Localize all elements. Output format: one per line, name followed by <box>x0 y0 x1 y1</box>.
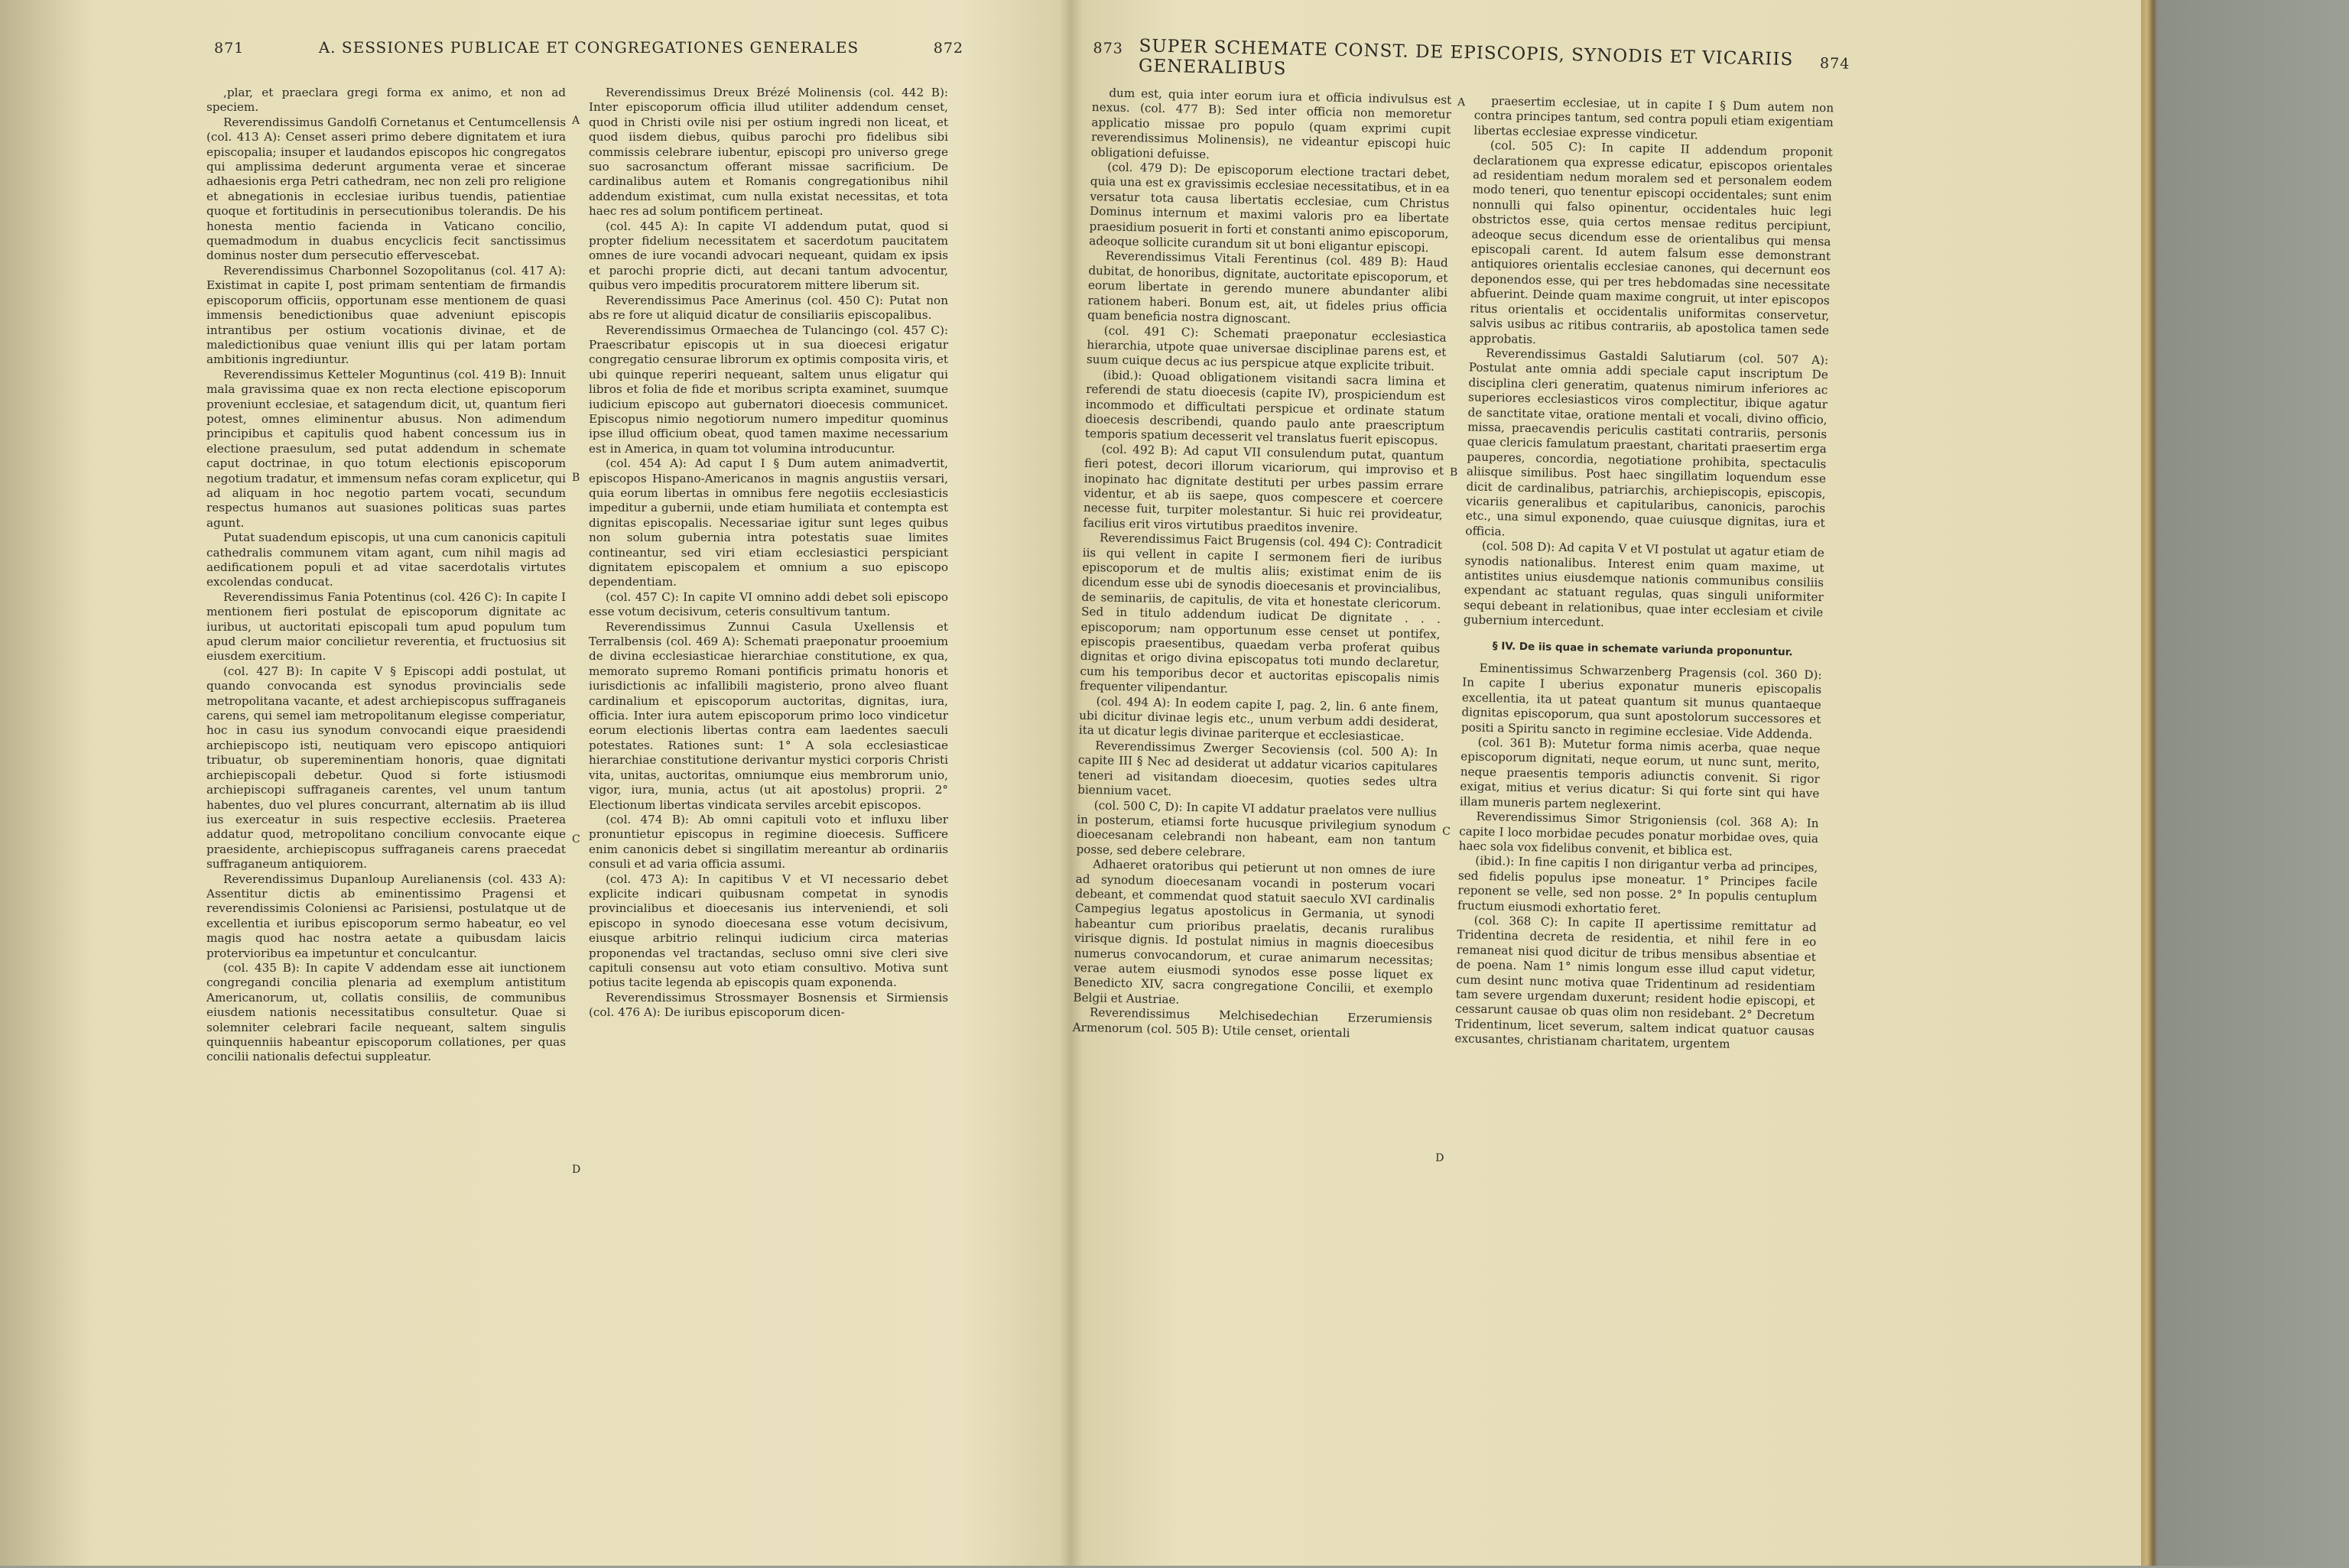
right-page-columns <box>1061 86 1857 1568</box>
paragraph: (ibid.): Quoad obligationem visitandi sacra limina et referendi de statu dioecesis (capite IV), prospiciendum est incommodo et difficultati perspicue et ordinate statum dioecesis describendi, quando paulo ante praescriptum temporis spatium decesserit vel translatus fuerit episcopus. <box>1085 368 1446 450</box>
section-heading: § IV. De iis quae in schemate variunda proponuntur. <box>1463 638 1822 661</box>
book-cover-edge <box>2141 0 2349 1566</box>
page-shadow <box>0 0 92 1566</box>
right-page <box>1061 31 1857 1568</box>
left-page-header <box>206 31 971 64</box>
paragraph: Reverendissimus Pace Amerinus (col. 450 C): Putat non abs re fore ut aliquid dicatur de consiliariis episcopalibus. <box>589 294 948 323</box>
paragraph: Eminentissimus Schwarzenberg Pragensis (col. 360 D): In capite I uberius exponatur muneris episcopalis excellentia, ita ut pateat quantum sit munus quantaeque dignitas episcoporum, qua sunt apostolorum successores et positi a Spiritu sancto in regimine ecclesiae. Vide Addenda. <box>1461 661 1822 742</box>
paragraph: Reverendissimus Gandolfi Cornetanus et Centumcellensis (col. 413 A): Censet asseri primo debere dignitatem et iura episcopalia; insuper et laudandos episcopos hic congregatos qui amplissima dederunt argumenta verae et sincerae adhaesionis erga Petri cathedram, nec non zeli pro religione et abnegationis in ecclesiae iuribus tuendis, patientiae quoque et fortitudinis in persecutionibus tolerandis. De his honesta mentio facienda in Vaticano concilio, quemadmodum in duabus encyclicis fecit sanctissimus dominus noster dum persecutio effervescebat. <box>206 115 566 264</box>
margin-letter-a: A <box>1457 96 1465 109</box>
margin-letter-b: B <box>572 472 580 484</box>
paragraph: (col. 474 B): Ab omni capituli voto et influxu liber pronuntietur episcopus in regimine dioecesis. Sufficere enim canonicis debet si singillatim mereantur ab ordinariis consuli et ad varia officia assumi. <box>589 813 948 872</box>
paragraph: (ibid.): In fine capitis I non dirigantur verba ad principes, sed fidelis populus ipse moneatur. 1° Principes facile reponent se velle, sed non posse. 2° In populis centuplum fructum eiusmodi exhortatio feret. <box>1457 854 1818 920</box>
paragraph: (col. 508 D): Ad capita V et VI postulat ut agatur etiam de synodis nationalibus. Interest enim quam maxime, ut antistites unius eiusdemque nationis communibus consiliis expendant ac statuant regulas, quas singuli uniformiter sequi debeant in relationibus, quae inter ecclesiam et civile gubernium intercedunt. <box>1464 539 1824 635</box>
paragraph: (col. 505 C): In capite II addendum proponit declarationem qua expresse edicatur, episcopos orientales ad residentiam nedum moralem sed et personalem eodem modo teneri, quo tenentur episcopi occidentales; sunt enim nonnulli qui falso opinentur, occidentales huic legi obstrictos esse, quia certos mensae reditus percipiunt, adeoque secus dicendum esse de orientalibus qui mensa episcopali carent. Id autem falsum esse demonstrant antiquiores orientalis ecclesiae canones, qui decernunt eos deponendos esse, qui per tres hebdomadas sine necessitate abfuerint. Deinde quam maxime congruit, ut inter episcopos ritus orientalis et occidentalis uniformitas conservetur, salvis usibus ac ritibus contrariis, ab apostolica tamen sede approbatis. <box>1469 138 1833 353</box>
left-page <box>206 31 971 1552</box>
paragraph: Reverendissimus Zwerger Secoviensis (col. 500 A): In capite III § Nec ad desiderat ut addatur vicarios capitulares teneri ad visitandam dioecesim, quoties sedes ultra biennium vacet. <box>1077 739 1438 805</box>
paragraph: (col. 500 C, D): In capite VI addatur praelatos vere nullius in posterum, etiamsi forte hucusque privilegium synodum dioecesanam celebrandi non habeant, eam non tantum posse, sed debere celebrare. <box>1076 797 1437 864</box>
paragraph: (col. 473 A): In capitibus V et VI necessario debet explicite indicari quibusnam competat in synodis provincialibus et dioecesanis ius interveniendi, et soli episcopo in synodo dioecesana esse votum decisivum, eiusque arbitrio relinqui iudicium circa materias proponendas vel tractandas, secluso omni sive cleri sive capituli consensu aut voto etiam consultivo. Motiva sunt potius tacite legenda ab episcopis quam exponenda. <box>589 872 948 991</box>
paragraph: Reverendissimus Melchisedechian Erzerumiensis Armenorum (col. 505 B): Utile censet, orientali <box>1072 1005 1432 1043</box>
paragraph: (col. 491 C): Schemati praeponatur ecclesiastica hierarchia, utpote quae universae disciplinae parens est, et suum cuique decus ac ius perspicue atque explicite tribuit. <box>1087 323 1447 375</box>
paragraph: Reverendissimus Faict Brugensis (col. 494 C): Contradicit iis qui vellent in capite I sermonem fieri de iuribus episcoporum et de multis aliis; existimat enim de iis dicendum esse ubi de synodis dioecesanis et provincialibus, de seminariis, de capitulis, de vita et honestate clericorum. Sed in titulo addendum iudicat De dignitate . . . episcoporum; nam opportunum esse censet ut pontifex, episcopis praesentibus, quaedam verba proferat quibus dignitas et origo divina episcopatus toti mundo declaretur, cum his temporibus decor et auctoritas episcopalis nimis frequenter vilipendantur. <box>1080 531 1442 701</box>
right-page-column-874 <box>1454 93 1834 1053</box>
margin-letter-c: C <box>1442 826 1451 838</box>
paragraph: Reverendissimus Ketteler Moguntinus (col. 419 B): Innuit mala gravissima quae ex non recta electione episcoporum proveniunt ecclesiae, et satagendum dicit, ut, quantum fieri potest, omnes eliminentur abusus. Non adimendum principibus et capitulis quod habent concessum ius in electione praesulum, sed putat addendum in schemate caput doctrinae, in quo totum electionis episcoporum negotium tradatur, et immensum nefas coram explicetur, qui ad aliquam in hoc negotio partem vocati, secundum respectus humanos aut suasiones politicas suas partes agunt. <box>206 368 566 531</box>
paragraph: Reverendissimus Dupanloup Aurelianensis (col. 433 A): Assentitur dictis ab eminentissimo Pragensi et reverendissimis Coloniensi ac Parisiensi, postulatque ut de excellentia et iuribus episcoporum sermo habeatur, eo vel magis quod hac nostra aetate a quibusdam laicis protervioribus ea impetuntur et conculcantur. <box>206 872 566 961</box>
paragraph: Adhaeret oratoribus qui petierunt ut non omnes de iure ad synodum dioecesanam vocandi in posterum vocari debeant, et commendat quod statuit saeculo XVI cardinalis Campegius legatus apostolicus in Germania, ut synodi habeantur cum prioribus praelatis, decanis ruralibus virisque dignis. Id postulat nimius in magnis dioecesibus numerus convocandorum, et curae animarum necessitas; verae autem eiusmodi synodos esse posse liquet ex Benedicto XIV, sacra congregatione Concilii, et exemplo Belgii et Austriae. <box>1073 857 1435 1013</box>
page-number-871: 871 <box>214 40 244 57</box>
left-page-column-872 <box>589 86 948 1021</box>
right-page-column-873 <box>1072 86 1451 1043</box>
paragraph: (col. 435 B): In capite V addendam esse ait iunctionem congregandi concilia plenaria ad exemplum antistitum Americanorum, ut, collatis consiliis, de communibus eiusdem nationis necessitatibus consultetur. Quae si solemniter celebrari facile nequeant, saltem singulis quinquenniis habeantur episcoporum collationes, per quas concilii nationalis defectui suppleatur. <box>206 961 566 1065</box>
paragraph: (col. 445 A): In capite VI addendum putat, quod si propter fidelium necessitatem et sacerdotum paucitatem omnes de iure vocandi advocari nequeant, quidam ex ipsis et parochi proprie dicti, aut decani tantum advocentur, quibus vero impeditis procuratorem mittere liberum sit. <box>589 219 948 294</box>
paragraph: Reverendissimus Ormaechea de Tulancingo (col. 457 C): Praescribatur episcopis ut in sua dioecesi erigatur congregatio censurae librorum ex optimis composita viris, et ubi quinque reperiri nequeant, saltem unus eligatur qui libros et folia de fide et moribus scripta examinet, suumque iudicium episcopo aut gubernatori dioecesis communicet. Episcopus nimio negotiorum numero impeditur quominus ipse illud officium obeat, quod tamen maxime necessarium est in America, in quam tot volumina introducuntur. <box>589 323 948 457</box>
page-number-872: 872 <box>934 40 963 57</box>
left-page-column-871 <box>206 86 566 1065</box>
page-number-874: 874 <box>1820 55 1850 73</box>
margin-letter-b: B <box>1450 466 1458 479</box>
paragraph: Reverendissimus Zunnui Casula Uxellensis et Terralbensis (col. 469 A): Schemati praeponatur prooemium de divina ecclesiasticae hierarchiae constitutione, ex qua, memorato supremo Romani pontificis primatu honoris et iurisdictionis ac infallibili magisterio, prono alveo fluant cardinalium et episcoporum auctoritas, dignitas, iura, officia. Inter iura autem episcoporum primo loco vindicetur eorum electionis libertas contra eam laedentes saeculi potestates. Rationes sunt: 1° A sola ecclesiasticae hierarchiae constitutione derivantur mystici corporis Christi vita, unitas, auctoritas, omniumque eius membrorum unio, vigor, iura, munia, actus (ut ait apostolus) proprii. 2° Electionum libertas vindicata serviles arcebit episcopos. <box>589 620 948 813</box>
right-page-header <box>1093 31 1858 80</box>
paragraph: Reverendissimus Strossmayer Bosnensis et Sirmiensis (col. 476 A): De iuribus episcoporum dicen- <box>589 991 948 1021</box>
paragraph: (col. 457 C): In capite VI omnino addi debet soli episcopo esse votum decisivum, ceteris consultivum tantum. <box>589 590 948 620</box>
paragraph: Putat suadendum episcopis, ut una cum canonicis capituli cathedralis communem vitam agant, cum nihil magis ad aedificationem populi et ad vitae sacerdotalis virtutes excolendas conducat. <box>206 531 566 590</box>
paragraph: (col. 479 D): De episcoporum electione tractari debet, quia una est ex gravissimis ecclesiae necessitatibus, et in ea versatur tota causa libertatis ecclesiae, cum Christus Dominus internum et maximi valoris pro ea libertate praesidium posuerit in forti et constanti animo episcoporum, adeoque sollicite curandum sit ut boni eligantur episcopi. <box>1089 160 1450 256</box>
margin-letter-c: C <box>572 833 580 846</box>
margin-letter-d: D <box>1435 1152 1444 1164</box>
paragraph: Reverendissimus Simor Strigoniensis (col. 368 A): In capite I loco morbidae pecudes ponatur morbidae oves, quia haec sola vox fidelibus convenit, et biblica est. <box>1459 809 1819 861</box>
left-page-columns <box>206 86 971 1552</box>
paragraph: Reverendissimus Gastaldi Salutiarum (col. 507 A): Postulat ante omnia addi speciale caput inscriptum De disciplina cleri generatim, quatenus nimirum inferiores ac superiores ecclesiasticos viros complectitur, ibique agatur de sanctitate vitae, oratione mentali et vocali, divino officio, missa, praecavendis periculis castitati contrariis, personis quae clericis famulatum praestant, charitati praesertim erga pauperes, concordia, negotiatione prohibita, spectaculis aliisque similibus. Post haec singillatim loquendum esse dicit de cardinalibus, patriarchis, archiepiscopis, episcopis, vicariis generalibus et capitularibus, canonicis, parochis etc., una simul exponendo, quae cuiusque dignitas, iura et officia. <box>1465 346 1828 546</box>
left-running-title: A. SESSIONES PUBLICAE ET CONGREGATIONES GENERALES <box>206 38 971 57</box>
paragraph: (col. 361 B): Mutetur forma nimis acerba, quae neque episcoporum dignitati, neque eorum, ut nunc sunt, merito, neque praesentis temporis adiunctis convenit. Si rigor exigat, mitius et verius dicatur: Si qui forte sint qui have illam muneris partem neglexerint. <box>1460 735 1821 816</box>
paragraph: praesertim ecclesiae, ut in capite I § Dum autem non contra principes tantum, sed contra populi etiam exigentiam libertas ecclesiae expresse vindicetur. <box>1473 93 1834 145</box>
paragraph: (col. 454 A): Ad caput I § Dum autem animadvertit, episcopos Hispano-Americanos in magnis angustiis versari, quia eorum libertas in omnibus fere negotiis ecclesiasticis impeditur a gubernii, unde etiam humiliata et contempta est dignitas episcopalis. Necessariae igitur sunt leges quibus non solum gubernia intra potestatis suae limites contineantur, sed viri etiam ecclesiastici perspiciant dignitatem episcopalem et omnium a suo episcopo dependentiam. <box>589 456 948 590</box>
paragraph: ,plar, et praeclara gregi forma ex animo, et non ad speciem. <box>206 86 566 115</box>
paragraph: (col. 427 B): In capite V § Episcopi addi postulat, ut quando convocanda est synodus provincialis sede metropolitana vacante, et adest archiepiscopus suffraganeis carens, qui semel iam metropolitanum elegisse comperiatur, hoc in casu ius synodum convocandi eique praesidendi archiepiscopo isti, neutiquam vero episcopo antiquiori tribuatur, ob supereminentiam honoris, quae dignitati archiepiscopali debetur. Quod si forte istiusmodi archiepiscopi suffraganeis carentes, vel unum tantum habentes, duo vel plures concurrant, alternatim ab iis illud ius exerceatur in suis respective ecclesiis. Praeterea addatur quod, metropolitano concilium convocante eique praesidente, archiepiscopus suffraganeis carens praecedat suffraganeum antiquiorem. <box>206 664 566 872</box>
paragraph: (col. 494 A): In eodem capite I, pag. 2, lin. 6 ante finem, ubi dicitur divinae legis etc., unum verbum addi desiderat, ita ut dicatur legis divinae pariterque et ecclesiasticae. <box>1079 693 1439 745</box>
paragraph: (col. 368 C): In capite II apertissime remittatur ad Tridentina decreta de residentia, et nihil fere in eo remaneat nisi quod dicitur de tribus mensibus absentiae et de poena. Nam 1° nimis longum esse illud caput videtur, cum desint nunc motiva quae Tridentinum ad residentiam tam severe urgendam duxerunt; resident hodie episcopi, et cessarunt causae ob quas olim non residebant. 2° Decretum Tridentinum, licet severum, saltem indicat quatuor causas excusantes, christianam charitatem, urgentem <box>1454 913 1817 1053</box>
margin-letter-d: D <box>572 1164 580 1176</box>
margin-letter-a: A <box>572 115 580 127</box>
paragraph: Reverendissimus Vitali Ferentinus (col. 489 B): Haud dubitat, de honoribus, dignitate, auctoritate episcoporum, et eorum libertate in gerendo munere abundanter alibi rationem haberi. Bonum est, ait, ut fideles prius officia quam beneficia nostra dignoscant. <box>1087 248 1448 330</box>
paragraph: Reverendissimus Charbonnel Sozopolitanus (col. 417 A): Existimat in capite I, post primam sententiam de firmandis episcoporum officiis, opportunam esse mentionem de quasi immensis benedictionibus quae adveniunt episcopis intrantibus per ostium vocationis divinae, et de maledictionibus quae veniunt illis qui per latam portam ambitionis ingrediuntur. <box>206 264 566 368</box>
paragraph: dum est, quia inter eorum iura et officia indivulsus est nexus. (col. 477 B): Sed inter officia non memoretur applicatio missae pro populo (quam exprimi cupit reverendissimus Molinensis), ne videantur episcopi huic obligationi defuisse. <box>1090 86 1451 167</box>
right-running-title: SUPER SCHEMATE CONST. DE EPISCOPIS, SYNODIS ET VICARIIS GENERALIBUS <box>1139 36 1858 91</box>
paragraph: (col. 492 B): Ad caput VII consulendum putat, quantum fieri potest, decori illorum vicariorum, qui improviso et inopinato hac dignitate destituti per urbes passim errare videntur, et ab iis saepe, quos compescere et coercere necesse fuit, turpiter molestantur. Si huic rei provideatur, facilius erit viros virtutibus praeditos invenire. <box>1083 442 1444 538</box>
page-number-873: 873 <box>1093 40 1123 57</box>
paragraph: Reverendissimus Fania Potentinus (col. 426 C): In capite I mentionem fieri postulat de episcoporum dignitate ac iuribus, ut auctoritati episcopali tum apud populum tum apud clerum maior concilietur reverentia, et fructuosius sit eiusdem exercitium. <box>206 590 566 664</box>
paragraph: Reverendissimus Dreux Brézé Molinensis (col. 442 B): Inter episcoporum officia illud utiliter addendum censet, quod in Christi ovile nisi per ostium ingredi non liceat, et quod iisdem diebus, quibus parochi pro fidelibus sibi commissis celebrare iubentur, episcopi pro universo grege suo sacrosanctum offerant missae sacrificium. De cardinalibus autem et Romanis congregationibus nihil addendum existimat, cum nulla existat necessitas, et tota haec res ad solum pontificem pertineat. <box>589 86 948 219</box>
